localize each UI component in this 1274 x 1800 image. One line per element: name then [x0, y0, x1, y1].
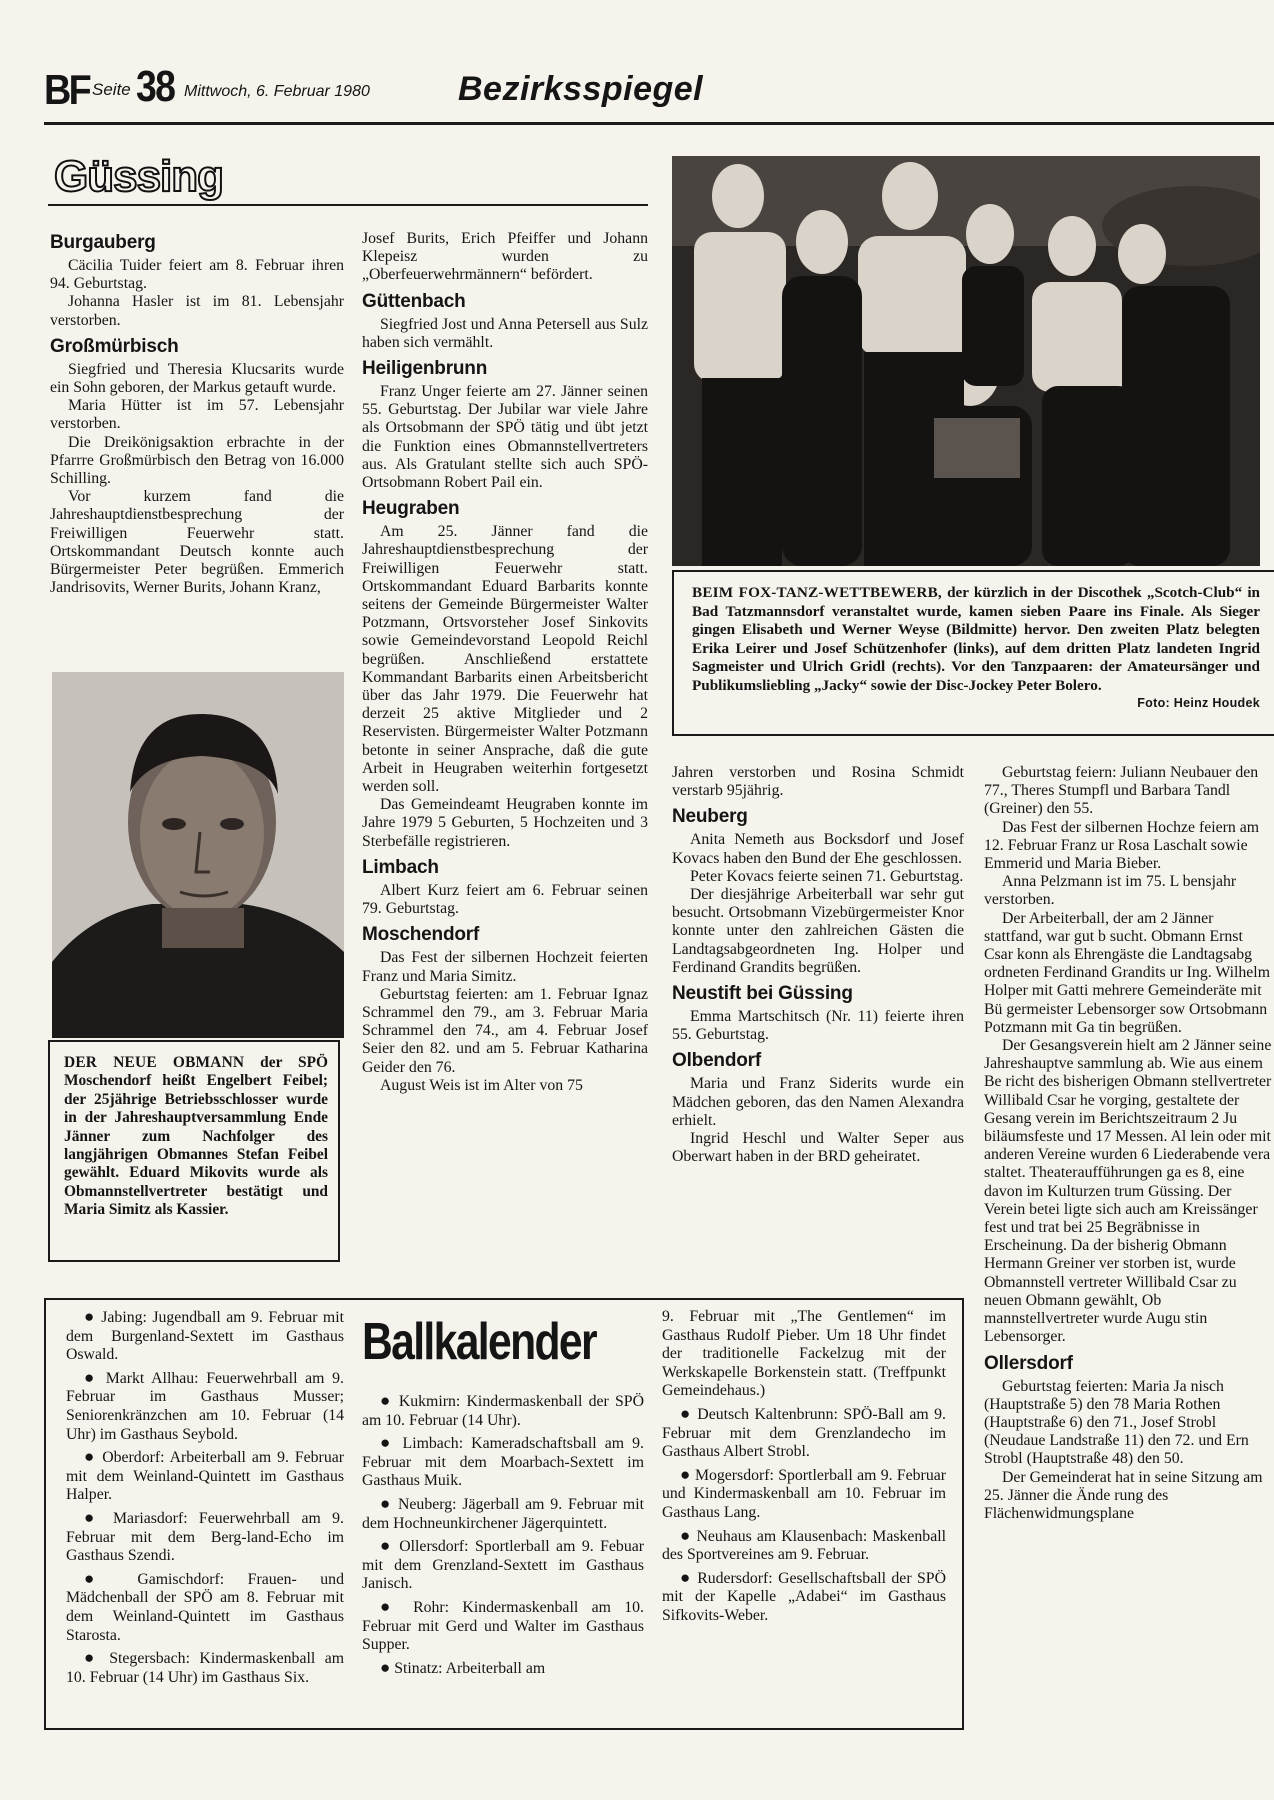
- article-para: Johanna Hasler ist im 81. Lebensjahr verstorben.: [50, 293, 344, 329]
- column-4: [984, 764, 1274, 1523]
- ball-entry: ● Neuberg: Jägerball am 9. Februar mit dem Hochneunkirchener Jägerquintett.: [362, 1493, 644, 1532]
- paper-logo: BF: [44, 66, 89, 113]
- ball-entry: ● Rohr: Kindermaskenball am 10. Februar mit Gerd und Walter im Gasthaus Supper.: [362, 1596, 644, 1654]
- place-heading: Limbach: [362, 856, 439, 878]
- photo-caption-text: der kürzlich in der Discothek „Scotch-Club“ in Bad Tatzmannsdorf veranstaltet wurde, kamen sieben Paare ins Finale. Als Sieger gingen Elisabeth und Werner Weyse (Bildmitte) hervor. Den zweiten Platz belegten Erika Leirer und Josef Schützenhofer (links), auf dem dritten Platz landeten Ingrid Sagmeister und Ulrich Gridl (rechts). Vor den Tanzpaaren: der Amateursänger und Publikumsliebling „Jacky“ sowie der Disc-Jockey Peter Bolero.: [692, 584, 1261, 694]
- article-para: Anita Nemeth aus Bocksdorf und Josef Kovacs haben den Bund der Ehe geschlossen.: [672, 831, 964, 867]
- header-rule: [44, 122, 1274, 125]
- ball-entry: ● Mariasdorf: Feuerwehrball am 9. Februar mit dem Berg-land-Echo im Gasthaus Szendi.: [66, 1507, 344, 1565]
- portrait-image: [52, 672, 344, 1038]
- ball-entry: ● Rudersdorf: Gesellschaftsball der SPÖ mit der Kapelle „Adabei“ im Gasthaus Sifkovits-Weber.: [662, 1567, 946, 1624]
- district-rule: [48, 204, 648, 206]
- place-heading: Güttenbach: [362, 290, 466, 312]
- ball-entry: ● Stegersbach: Kindermaskenball am 10. Februar (14 Uhr) im Gasthaus Six.: [66, 1648, 344, 1686]
- article-para: Siegfried Jost und Anna Petersell aus Sulz haben sich vermählt.: [362, 315, 648, 351]
- ballkalender-col-1: [66, 1308, 344, 1691]
- article-para: Der Gesangsverein hielt am 2 Jänner seine Jahreshauptve sammlung ab. Wie aus einem Be richt des bisherigen Obmann stellvertreter Willibald Csar he vorging, gestaltete der Gesang verein im Berichtszeitraum 2 Ju biläumsfeste und 17 Messen. Al lein oder mit anderen Vereine wurden 6 Liederabende vera staltet. Theateraufführungen ga es 8, eine davon im Kulturzen trum Güssing. Der Verein betei ligte sich auch am Kreissänger fest und trat bei 25 Begräbnisse in Erscheinung. Da der bisherig Obmann Hermann Greiner ver storben ist, wurde Obmannstell vertreter Willibald Csar zu neuen Obmann gewählt, Ob mannstellvertreter wurde Augu stin Lebensorger.: [984, 1037, 1272, 1346]
- article-para: Geburtstag feiern: Juliann Neubauer den 77., Theres Stumpfl und Barbara Tandl (Greiner) den 55.: [984, 764, 1259, 818]
- article-para: Franz Unger feierte am 27. Jänner seinen 55. Geburtstag. Der Jubilar war viele Jahre als Ortsobmann der SPÖ tätig und übt jetzt die Funktion eines Obmannstellvertreters aus. Als Gratulant stellte sich auch SPÖ-Ortsobmann Robert Pail ein.: [362, 383, 648, 492]
- group-photo: [672, 156, 1260, 566]
- group-photo-image: [672, 156, 1260, 566]
- ball-entry: ● Mogersdorf: Sportlerball am 9. Februar und Kindermaskenball am 10. Februar im Gasthaus Lang.: [662, 1464, 946, 1521]
- column-4-clip: [984, 764, 1274, 1800]
- page-number: 38: [136, 62, 175, 111]
- article-para: Cäcilia Tuider feiert am 8. Februar ihren 94. Geburtstag.: [50, 257, 344, 293]
- article-para: Der Arbeiterball, der am 2 Jänner stattfand, war gut b sucht. Obmann Ernst Csar konn als Ehrengäste die Landtagsabg ordneten Ferdinand Grandits ur Ing. Wilhelm Holper mit Gatti mehrere Gemeinderäte mit Bü germeister Lebensorger sow Ortsobmann Potzmann mit Ga tin begrüßen.: [984, 909, 1270, 1036]
- column-1: [50, 232, 344, 597]
- ballkalender-col-3: [662, 1308, 946, 1630]
- photo-caption-box: [672, 570, 1274, 736]
- place-heading: Heugraben: [362, 498, 460, 520]
- ball-entry: ● Limbach: Kameradschaftsball am 9. Februar mit dem Moarbach-Sextett im Gasthaus Muik.: [362, 1433, 644, 1490]
- place-heading: Ollersdorf: [984, 1352, 1073, 1374]
- ball-entry: ● Kukmirn: Kindermaskenball der SPÖ am 10. Februar (14 Uhr).: [362, 1391, 644, 1429]
- section-title: Bezirksspiegel: [458, 70, 704, 108]
- photo-credit: Foto: Heinz Houdek: [1137, 695, 1260, 710]
- column-3: [672, 764, 964, 1166]
- article-para: Peter Kovacs feierte seinen 71. Geburtstag.: [690, 867, 964, 885]
- article-para: Geburtstag feierten: Maria Ja nisch (Hauptstraße 5) den 78 Maria Rothen (Hauptstraße 6) den 71., Josef Strobl (Neudaue Landstraße 11) den 72. und Ern Strobl (Hauptstraße 48) den 50.: [984, 1377, 1249, 1468]
- article-para: Die Dreikönigsaktion erbrachte in der Pfarrre Großmürbisch den Betrag von 16.000 Schilling.: [50, 433, 344, 488]
- portrait-caption-text: der SPÖ Moschendorf heißt Engelbert Feibel; der 25jährige Betriebsschlosser wurde in der Jahreshauptversammlung Ende Jänner zum Nachfolger des langjährigen Obmannes Stefan Feibel gewählt. Eduard Mikovits wurde als Obmannstellvertreter bestätigt und Maria Simitz als Kassier.: [64, 1054, 328, 1219]
- article-para: Das Fest der silbernen Hochze feiern am 12. Februar Franz ur Rosa Laschalt sowie Emmerid und Maria Bieber.: [984, 818, 1260, 873]
- ball-entry: ● Deutsch Kaltenbrunn: SPÖ-Ball am 9. Februar mit dem Grenzlandecho im Gasthaus Albert Strobl.: [662, 1403, 946, 1461]
- article-para: Vor kurzem fand die Jahreshauptdienstbesprechung der Freiwilligen Feuerwehr statt. Ortskommandant Deutsch konnte auch Bürgermeister Peter begrüßen. Emmerich Jandrisovits, Werner Burits, Johann Kranz,: [50, 488, 344, 597]
- article-para: Anna Pelzmann ist im 75. L bensjahr verstorben.: [984, 873, 1237, 909]
- portrait-caption-lead: DER NEUE OBMANN: [64, 1054, 245, 1071]
- article-para: Der Gemeinderat hat in seine Sitzung am 25. Jänner die Ände rung des Flächenwidmungsplane: [984, 1468, 1263, 1522]
- place-heading: Neustift bei Güssing: [672, 983, 853, 1005]
- article-para: August Weis ist im Alter von 75: [380, 1076, 583, 1094]
- ball-entry: ● Stinatz: Arbeiterball am: [380, 1657, 546, 1677]
- ball-entry: ● Neuhaus am Klausenbach: Maskenball des Sportvereines am 9. Februar.: [662, 1525, 946, 1564]
- page-header: [44, 58, 1274, 120]
- issue-date: Mittwoch, 6. Februar 1980: [184, 83, 370, 100]
- article-para: Josef Burits, Erich Pfeiffer und Johann Klepeisz wurden zu „Oberfeuerwehrmännern“ befördert.: [362, 230, 648, 284]
- article-para: Maria und Franz Siderits wurde ein Mädchen geboren, das den Namen Alexandra erhielt.: [672, 1075, 964, 1129]
- ball-entry: ● Jabing: Jugendball am 9. Februar mit dem Burgenland-Sextett im Gasthaus Oswald.: [66, 1307, 344, 1364]
- article-para: Jahren verstorben und Rosina Schmidt verstarb 95jährig.: [672, 764, 964, 800]
- article-para: Emma Martschitsch (Nr. 11) feierte ihren 55. Geburtstag.: [672, 1008, 964, 1044]
- place-heading: Großmürbisch: [50, 335, 179, 357]
- article-para: Ingrid Heschl und Walter Seper aus Oberwart haben in der BRD geheiratet.: [672, 1130, 964, 1166]
- place-heading: Moschendorf: [362, 924, 480, 946]
- ballkalender-title: Ballkalender: [362, 1313, 596, 1371]
- article-para: Albert Kurz feiert am 6. Februar seinen 79. Geburtstag.: [362, 881, 648, 918]
- article-para: Maria Hütter ist im 57. Lebensjahr verstorben.: [50, 397, 344, 433]
- article-para: Der diesjährige Arbeiterball war sehr gut besucht. Ortsobmann Vizebürgermeister Knor konnte unter den zahlreichen Gästen die Landtagsabgeordneten Ing. Holper und Ferdinand Grandits begrüßen.: [672, 886, 964, 976]
- place-heading: Heiligenbrunn: [362, 358, 488, 380]
- article-para: Siegfried und Theresia Klucsarits wurde ein Sohn geboren, der Markus getauft wurde.: [50, 360, 344, 397]
- place-heading: Neuberg: [672, 806, 748, 828]
- portrait-photo: [52, 672, 344, 1038]
- place-heading: Olbendorf: [672, 1050, 761, 1072]
- article-para: Das Gemeindeamt Heugraben konnte im Jahre 1979 5 Geburten, 5 Hochzeiten und 3 Sterbefälle registrieren.: [362, 796, 648, 850]
- ball-entry: ● Oberdorf: Arbeiterball am 9. Februar mit dem Weinland-Quintett im Gasthaus Halper.: [66, 1447, 344, 1504]
- ball-entry: ● Markt Allhau: Feuerwehrball am 9. Februar im Gasthaus Musser; Seniorenkränzchen am 10. Februar (14 Uhr) im Gasthaus Seybold.: [66, 1367, 344, 1443]
- ballkalender-col-2: [362, 1392, 644, 1682]
- portrait-caption-box: [48, 1040, 340, 1262]
- ball-entry: ● Ollersdorf: Sportlerball am 9. Febuar mit dem Grenzland-Sextett im Gasthaus Janisch.: [362, 1536, 644, 1593]
- ball-entry-continued: 9. Februar mit „The Gentlemen“ im Gasthaus Rudolf Pieber. Um 18 Uhr findet der traditionelle Fackelzug mit der Werkskapelle Borkenstein statt. (Treffpunkt Gemeindehaus.): [662, 1308, 946, 1400]
- ball-entry: ● Gamischdorf: Frauen- und Mädchenball der SPÖ am 8. Februar mit dem Weinland-Quintett im Gasthaus Starosta.: [66, 1568, 344, 1644]
- photo-caption-lead: BEIM FOX-TANZ-WETTBEWERB,: [692, 584, 942, 601]
- article-para: Am 25. Jänner fand die Jahreshauptdienstbesprechung der Freiwilligen Feuerwehr statt. Ortskommandant Eduard Barbarits konnte seitens der Gemeinde Bürgermeister Walter Potzmann, Ortsvorsteher Josef Sinkovits sowie Gemeindevorstand Leopold Reichl begrüßen. Anschließend erstattete Kommandant Barbarits einen Arbeitsbericht über das Jahr 1979. Die Feuerwehr hat derzeit 25 aktive Mitglieder und 2 Reservisten. Bürgermeister Walter Potzmann betonte in seiner Ansprache, daß die gute Arbeit in Heugraben weiterhin fortgesetzt werden soll.: [362, 523, 648, 796]
- column-2: [362, 230, 648, 1095]
- district-title-box: [48, 150, 648, 206]
- place-heading: Burgauberg: [50, 232, 156, 253]
- seite-label: Seite: [92, 80, 131, 99]
- article-para: Geburtstag feierten: am 1. Februar Ignaz Schrammel den 79., am 3. Februar Maria Schrammel den 74., am 4. Februar Josef Seier den 82. und am 5. Februar Katharina Geider den 76.: [362, 985, 648, 1076]
- article-para: Das Fest der silbernen Hochzeit feierten Franz und Maria Simitz.: [362, 949, 648, 985]
- district-title: Güssing: [54, 152, 224, 201]
